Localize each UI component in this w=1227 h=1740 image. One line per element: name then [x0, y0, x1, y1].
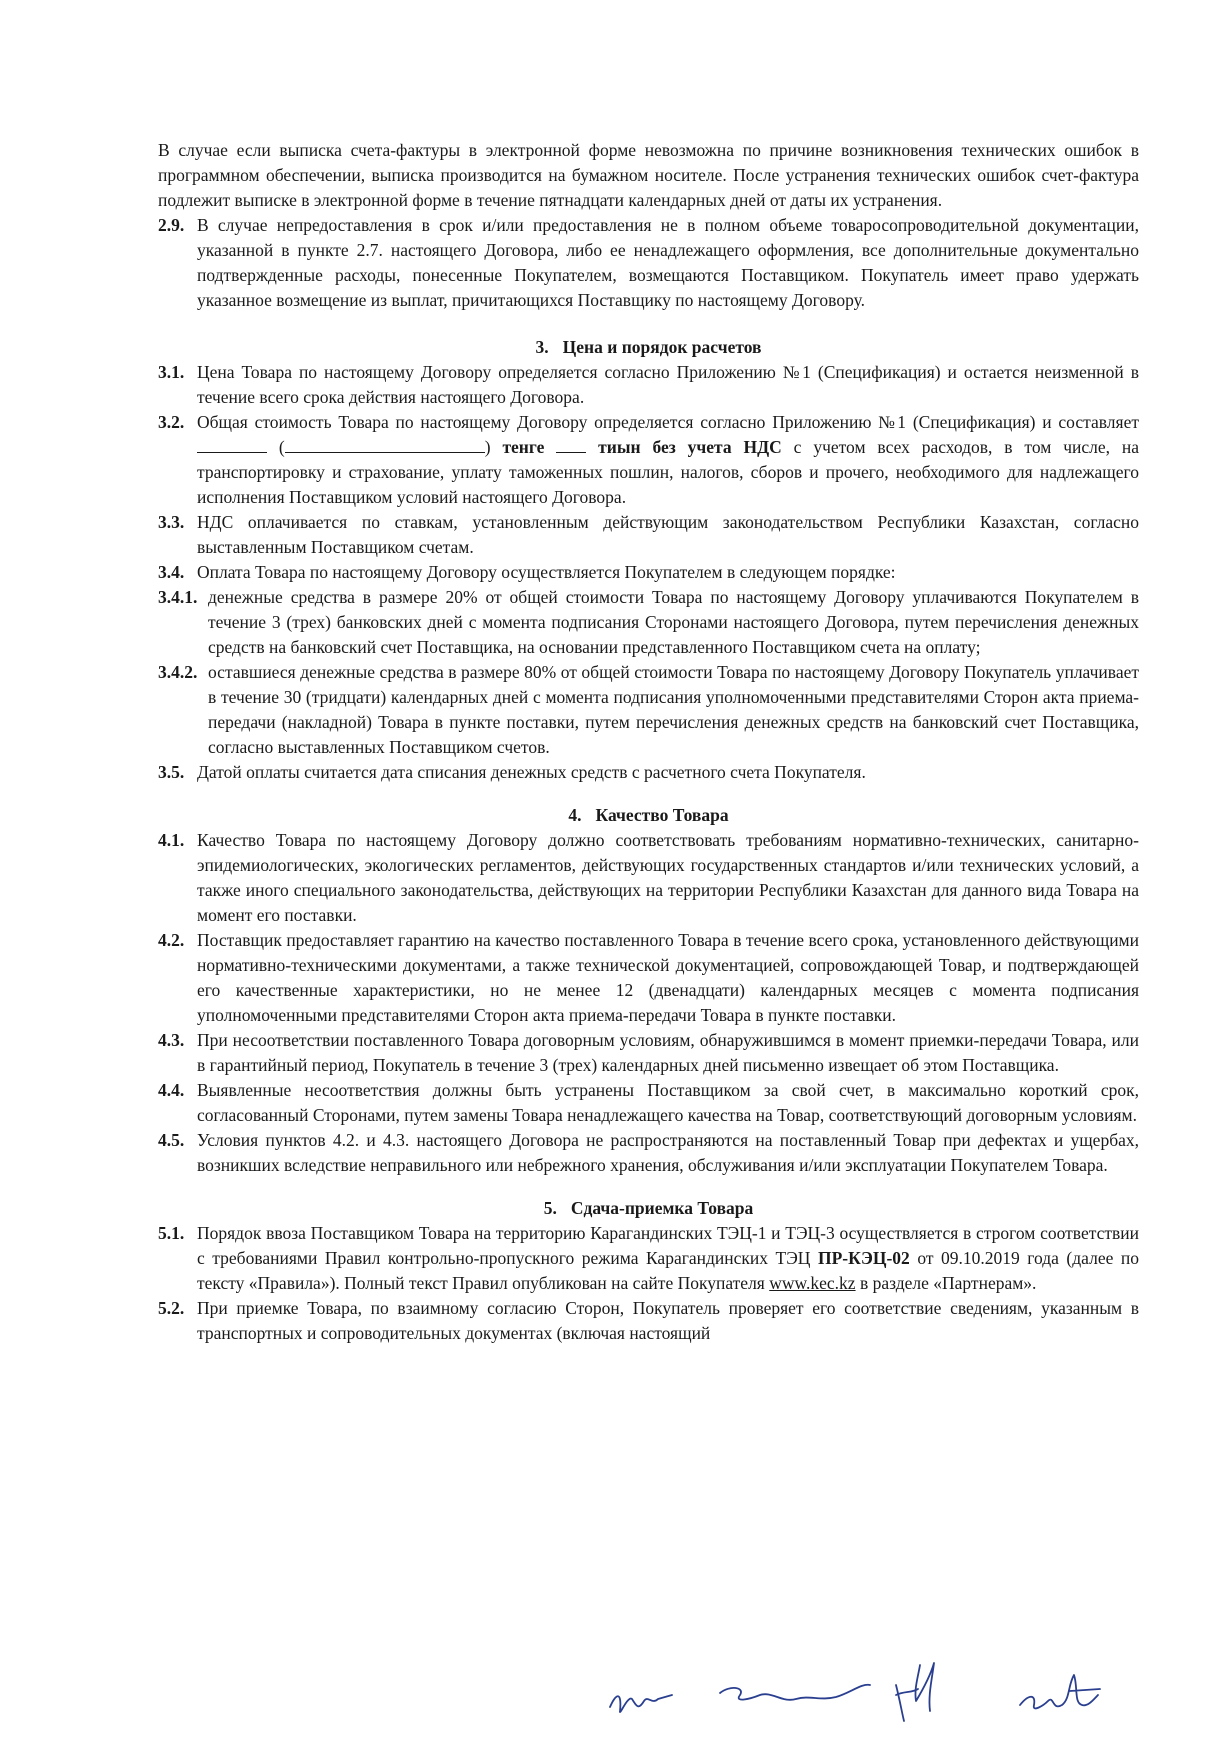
- regulation-code: ПР-КЭЦ-02: [817, 1248, 910, 1268]
- section-title: Цена и порядок расчетов: [562, 337, 762, 357]
- section-title: Сдача-приемка Товара: [570, 1198, 754, 1218]
- clause-number: 4.3.: [158, 1030, 185, 1050]
- clause-text: денежные средства в размере 20% от общей стоимости Товара по настоящему Договору уплачиваются Покупателем в течение 3 (трех) банковских дней с момента подписания Сторонами настоящего Договора, путем перечисления денежных средств на банковский счет Поставщика, на основании представленного Поставщиком счета на оплату;: [208, 587, 1139, 657]
- clause-5-1: [158, 1221, 1139, 1296]
- clause-number: 4.2.: [158, 930, 185, 950]
- clause-4-4: [158, 1078, 1139, 1128]
- clause-3-4: [158, 560, 1139, 585]
- signature-1: [610, 1695, 672, 1712]
- clause-number: 3.4.: [158, 562, 185, 582]
- section-number: 5.: [543, 1198, 557, 1218]
- tiyn-blank: [556, 436, 586, 453]
- clause-number: 3.2.: [158, 412, 185, 432]
- clause-number: 4.1.: [158, 830, 185, 850]
- clause-text: Датой оплаты считается дата списания денежных средств с расчетного счета Покупателя.: [197, 762, 866, 782]
- signature-2: [720, 1685, 870, 1700]
- section-number: 3.: [535, 337, 549, 357]
- clause-number: 3.3.: [158, 512, 185, 532]
- clause-number: 3.1.: [158, 362, 185, 382]
- clause-text: В случае непредоставления в срок и/или предоставления не в полном объеме товаросопроводительной документации, указанной в пункте 2.7. настоящего Договора, либо ее ненадлежащего оформления, все дополнительные документально подтвержденные расходы, понесенные Покупателем, возмещаются Поставщиком. Покупатель имеет право удержать указанное возмещение из выплат, причитающихся Поставщику по настоящему Договору.: [197, 215, 1139, 310]
- clause-text: НДС оплачивается по ставкам, установленным действующим законодательством Республики Казахстан, согласно выставленным Поставщиком счетам.: [197, 512, 1139, 557]
- clause-text: Качество Товара по настоящему Договору должно соответствовать требованиям нормативно-технических, санитарно-эпидемиологических, экологических регламентов, действующих государственных стандартов и/или технических условий, а также иного специального законодательства, действующих на территории Республики Казахстан для данного вида Товара на момент его поставки.: [197, 830, 1139, 925]
- section-5-heading: [158, 1196, 1139, 1221]
- clause-3-4-1: [158, 585, 1139, 660]
- clause-3-4-2: [158, 660, 1139, 760]
- website-link[interactable]: www.kec.kz: [769, 1273, 856, 1293]
- section-title: Качество Товара: [595, 805, 729, 825]
- clause-text: [197, 1221, 1139, 1296]
- clause-3-1: [158, 360, 1139, 410]
- amount-blank: [197, 436, 267, 453]
- section-4-heading: [158, 803, 1139, 828]
- clause-text-part: с учетом всех расходов, в том числе, на транспортировку и страхование, уплату таможенных пошлин, налогов, сборов и прочего, необходимого для надлежащего исполнения Поставщиком условий настоящего Договора.: [197, 437, 1140, 507]
- signature-4: [1020, 1675, 1100, 1708]
- clause-text: оставшиеся денежные средства в размере 80% от общей стоимости Товара по настоящему Договору Покупатель уплачивает в течение 30 (тридцати) календарных дней с момента подписания уполномоченными представителями Сторон акта приема-передачи (накладной) Товара в пункте поставки, путем перечисления денежных средств на банковский счет Поставщика, согласно выставленных Поставщиком счетов.: [208, 662, 1139, 757]
- clause-number: 3.4.1.: [158, 587, 198, 607]
- clause-4-1: [158, 828, 1139, 928]
- clause-text: При несоответствии поставленного Товара договорным условиям, обнаружившимся в момент приемки-передачи Товара, или в гарантийный период, Покупатель в течение 3 (трех) календарных дней письменно извещает об этом Поставщика.: [197, 1030, 1139, 1075]
- clause-text: Условия пунктов 4.2. и 4.3. настоящего Договора не распространяются на поставленный Товар при дефектах и ущербах, возникших вследствие неправильного или небрежного хранения, обслуживания и/или эксплуатации Покупателем Товара.: [197, 1130, 1139, 1175]
- clause-number: 2.9.: [158, 215, 185, 235]
- clause-text-part: в разделе «Партнерам».: [859, 1273, 1037, 1293]
- clause-text-part: Общая стоимость Товара по настоящему Договору определяется согласно Приложению №1 (Спецификация) и составляет: [197, 412, 1139, 432]
- clause-3-3: [158, 510, 1139, 560]
- contract-body: [158, 138, 1139, 1346]
- clause-number: 3.5.: [158, 762, 185, 782]
- signature-3: [896, 1663, 934, 1721]
- intro-paragraph: В случае если выписка счета-фактуры в электронной форме невозможна по причине возникновения технических ошибок в программном обеспечении, выписка производится на бумажном носителе. После устранения технических ошибок счет-фактура подлежит выписке в электронной форме в течение пятнадцати календарных дней от даты их устранения.: [158, 140, 1139, 210]
- section-3-heading: [158, 335, 1139, 360]
- clause-3-5: [158, 760, 1139, 785]
- clause-4-3: [158, 1028, 1139, 1078]
- clause-number: 5.2.: [158, 1298, 185, 1318]
- clause-text: При приемке Товара, по взаимному согласию Сторон, Покупатель проверяет его соответствие сведениям, указанным в транспортных и сопроводительных документах (включая настоящий: [197, 1298, 1139, 1343]
- vat-label: тиын без учета НДС: [598, 437, 782, 457]
- currency-label: тенге: [502, 437, 545, 457]
- clause-text: Цена Товара по настоящему Договору определяется согласно Приложению №1 (Спецификация) и остается неизменной в течение всего срока действия настоящего Договора.: [197, 362, 1139, 407]
- handwritten-signatures: [600, 1655, 1140, 1725]
- clause-text: Выявленные несоответствия должны быть устранены Поставщиком за свой счет, в максимально короткий срок, согласованный Сторонами, путем замены Товара ненадлежащего качества на Товар, соответствующий договорным условиям.: [197, 1080, 1139, 1125]
- clause-text: Оплата Товара по настоящему Договору осуществляется Покупателем в следующем порядке:: [197, 562, 896, 582]
- clause-number: 4.5.: [158, 1130, 185, 1150]
- clause-number: 5.1.: [158, 1223, 185, 1243]
- clause-text: Поставщик предоставляет гарантию на качество поставленного Товара в течение всего срока, установленного действующими нормативно-техническими документами, а также технической документацией, сопровождающей Товар, и подтверждающей его качественные характеристики, но не менее 12 (двенадцати) календарных месяцев с момента подписания уполномоченными представителями Сторон акта приема-передачи Товара в пункте поставки.: [197, 930, 1139, 1025]
- section-number: 4.: [568, 805, 582, 825]
- clause-number: 4.4.: [158, 1080, 185, 1100]
- clause-3-2: [158, 410, 1139, 510]
- clause-5-2: [158, 1296, 1139, 1346]
- amount-in-words-blank: [285, 436, 485, 453]
- clause-4-2: [158, 928, 1139, 1028]
- clause-text: Общая стоимость Товара по настоящему Договору определяется согласно Приложению №1 (Спецификация) и составляет ( ) тенге тиын без учета НДС с учетом всех расходов, в том числе, на транспортировку и страхование, уплату таможенных пошлин, налогов, сборов и прочего, необходимого для надлежащего исполнения Поставщиком условий настоящего Договора.: [197, 412, 1140, 507]
- clause-text-part: от 09.10.2019 года (далее по тексту «Правила»). Полный текст Правил опубликован на сайте Покупателя: [197, 1248, 1139, 1293]
- clause-2-9: [158, 213, 1139, 313]
- clause-number: 3.4.2.: [158, 662, 198, 682]
- clause-4-5: [158, 1128, 1139, 1178]
- clause-text-part: Порядок ввоза Поставщиком Товара на территорию Карагандинских ТЭЦ-1 и ТЭЦ-3 осуществляется в строгом соответствии с требованиями Правил контрольно-пропускного режима Карагандинских ТЭЦ: [197, 1223, 1139, 1268]
